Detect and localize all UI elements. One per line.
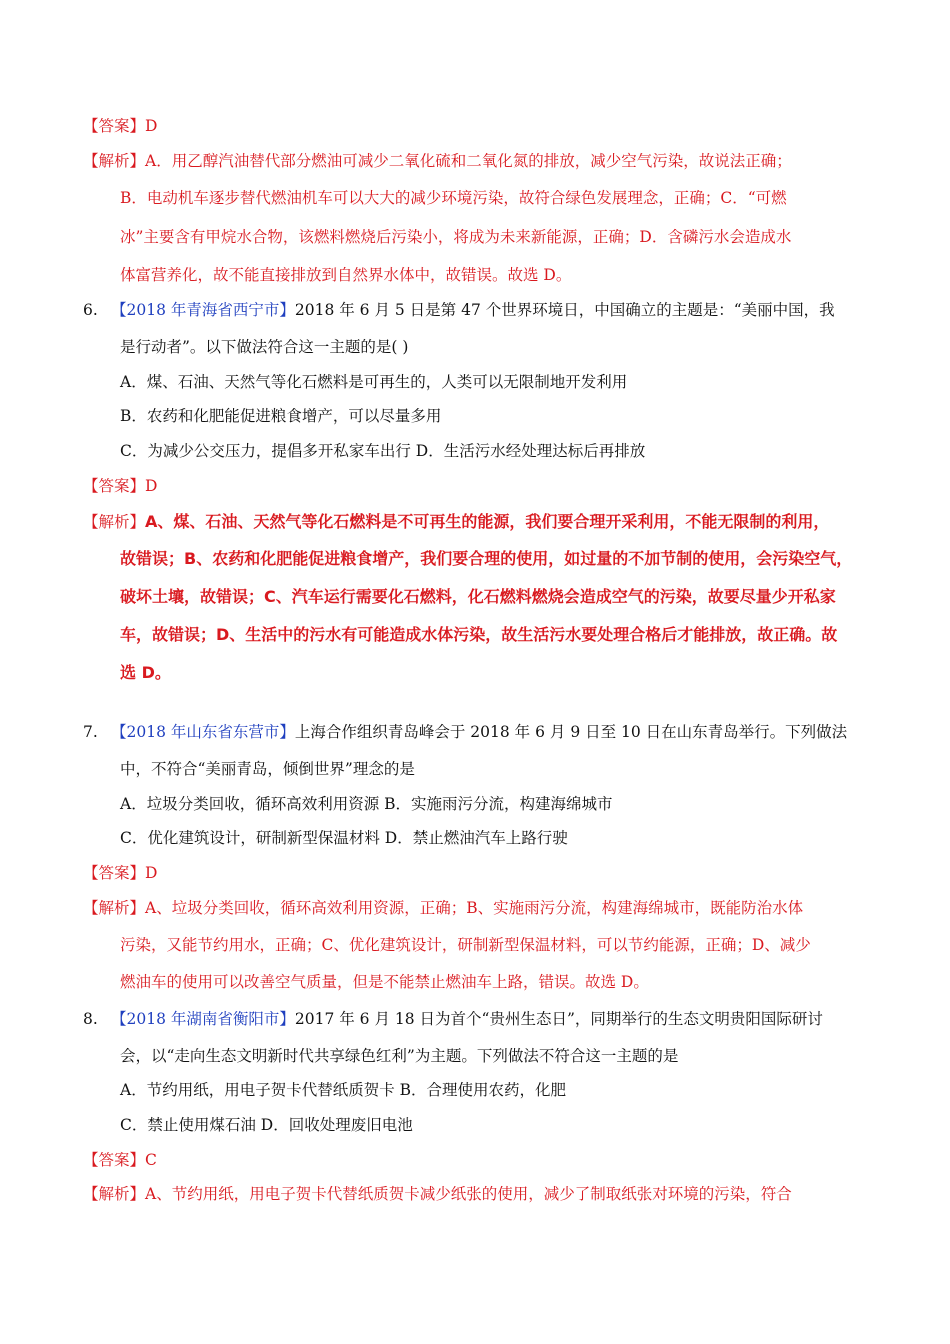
question-source: 【2018 年山东省东营市】 bbox=[111, 723, 295, 741]
analysis-text: A、节约用纸，用电子贺卡代替纸质贺卡减少纸张的使用，减少了制取纸张对环境的污染，符合 bbox=[145, 1185, 792, 1203]
analysis-label: 【解析】 bbox=[83, 152, 146, 170]
answer-value: C bbox=[145, 1151, 157, 1169]
q5-analysis-line: 体富营养化，故不能直接排放到自然界水体中，故错误。故选 D。 bbox=[120, 266, 572, 284]
q5-analysis-line: B．电动机车逐步替代燃油机车可以大大的减少环境污染，故符合绿色发展理念，正确；C．“可燃 bbox=[120, 189, 787, 207]
answer-value: D bbox=[145, 864, 158, 882]
q5-analysis-line: 冰”主要含有甲烷水合物，该燃料燃烧后污染小，将成为未来新能源，正确；D．含磷污水会造成水 bbox=[120, 228, 792, 246]
q7-answer bbox=[83, 862, 157, 884]
q5-answer bbox=[83, 115, 157, 137]
question-source: 【2018 年青海省西宁市】 bbox=[111, 301, 295, 319]
q6-option: C．为减少公交压力，提倡多开私家车出行 D．生活污水经处理达标后再排放 bbox=[120, 442, 646, 460]
answer-label: 【答案】 bbox=[83, 1151, 146, 1169]
q8-analysis-line bbox=[83, 1183, 792, 1205]
q5-analysis-line bbox=[83, 150, 792, 172]
answer-label: 【答案】 bbox=[83, 117, 146, 135]
question-stem: 上海合作组织青岛峰会于 2018 年 6 月 9 日至 10 日在山东青岛举行。下列做法 bbox=[294, 723, 848, 741]
question-stem: 2017 年 6 月 18 日为首个“贵州生态日”，同期举行的生态文明贵阳国际研讨 bbox=[294, 1010, 823, 1028]
q7-analysis-line bbox=[83, 897, 803, 919]
question-number: 8. bbox=[83, 1010, 98, 1028]
question-number: 7. bbox=[83, 723, 98, 741]
q6-analysis-line: 故错误；B、农药和化肥能促进粮食增产，我们要合理的使用，如过量的不加节制的使用，会污染空气， bbox=[120, 549, 853, 568]
q7-stem-line: 中，不符合“美丽青岛，倾倒世界”理念的是 bbox=[120, 760, 415, 778]
q6-option: A．煤、石油、天然气等化石燃料是可再生的，人类可以无限制地开发利用 bbox=[120, 373, 628, 391]
q7-option: A．垃圾分类回收，循环高效利用资源 B．实施雨污分流，构建海绵城市 bbox=[120, 795, 613, 813]
q6-analysis-line bbox=[83, 511, 829, 533]
analysis-text: A、煤、石油、天然气等化石燃料是不可再生的能源，我们要合理开采利用，不能无限制的利用， bbox=[145, 512, 830, 531]
q7-option: C．优化建筑设计，研制新型保温材料 D．禁止燃油汽车上路行驶 bbox=[120, 829, 568, 847]
q8-answer bbox=[83, 1149, 157, 1171]
q6-stem bbox=[83, 299, 835, 321]
analysis-label: 【解析】 bbox=[83, 513, 146, 531]
q6-analysis-line: 选 D。 bbox=[120, 663, 171, 682]
q7-analysis-line: 污染，又能节约用水，正确；C、优化建筑设计，研制新型保温材料，可以节约能源，正确；D、减少 bbox=[120, 936, 811, 954]
q7-analysis-line: 燃油车的使用可以改善空气质量，但是不能禁止燃油车上路，错误。故选 D。 bbox=[120, 973, 649, 991]
q6-analysis-line: 车，故错误；D、生活中的污水有可能造成水体污染，故生活污水要处理合格后才能排放，故正确。故 bbox=[120, 625, 838, 644]
answer-value: D bbox=[145, 117, 158, 135]
question-number: 6. bbox=[83, 301, 98, 319]
q6-option: B．农药和化肥能促进粮食增产，可以尽量多用 bbox=[120, 407, 442, 425]
q8-option: C．禁止使用煤石油 D．回收处理废旧电池 bbox=[120, 1116, 413, 1134]
analysis-label: 【解析】 bbox=[83, 899, 146, 917]
q8-option: A．节约用纸，用电子贺卡代替纸质贺卡 B．合理使用农药，化肥 bbox=[120, 1081, 567, 1099]
analysis-text: A．用乙醇汽油替代部分燃油可减少二氧化硫和二氧化氮的排放，减少空气污染，故说法正确； bbox=[145, 152, 792, 170]
analysis-label: 【解析】 bbox=[83, 1185, 146, 1203]
q8-stem-line: 会，以“走向生态文明新时代共享绿色红利”为主题。下列做法不符合这一主题的是 bbox=[120, 1047, 679, 1065]
q7-stem bbox=[83, 721, 847, 743]
question-source: 【2018 年湖南省衡阳市】 bbox=[111, 1010, 295, 1028]
q6-stem-line: 是行动者”。以下做法符合这一主题的是( ) bbox=[120, 338, 409, 356]
answer-label: 【答案】 bbox=[83, 477, 146, 495]
question-stem: 2018 年 6 月 5 日是第 47 个世界环境日，中国确立的主题是：“美丽中国，我 bbox=[294, 301, 835, 319]
answer-value: D bbox=[145, 477, 158, 495]
q6-answer bbox=[83, 475, 157, 497]
q6-analysis-line: 破坏土壤，故错误；C、汽车运行需要化石燃料，化石燃料燃烧会造成空气的污染，故要尽量少开私家 bbox=[120, 587, 836, 606]
analysis-text: A、垃圾分类回收，循环高效利用资源，正确；B、实施雨污分流，构建海绵城市，既能防治水体 bbox=[145, 899, 804, 917]
answer-label: 【答案】 bbox=[83, 864, 146, 882]
q8-stem bbox=[83, 1008, 823, 1030]
